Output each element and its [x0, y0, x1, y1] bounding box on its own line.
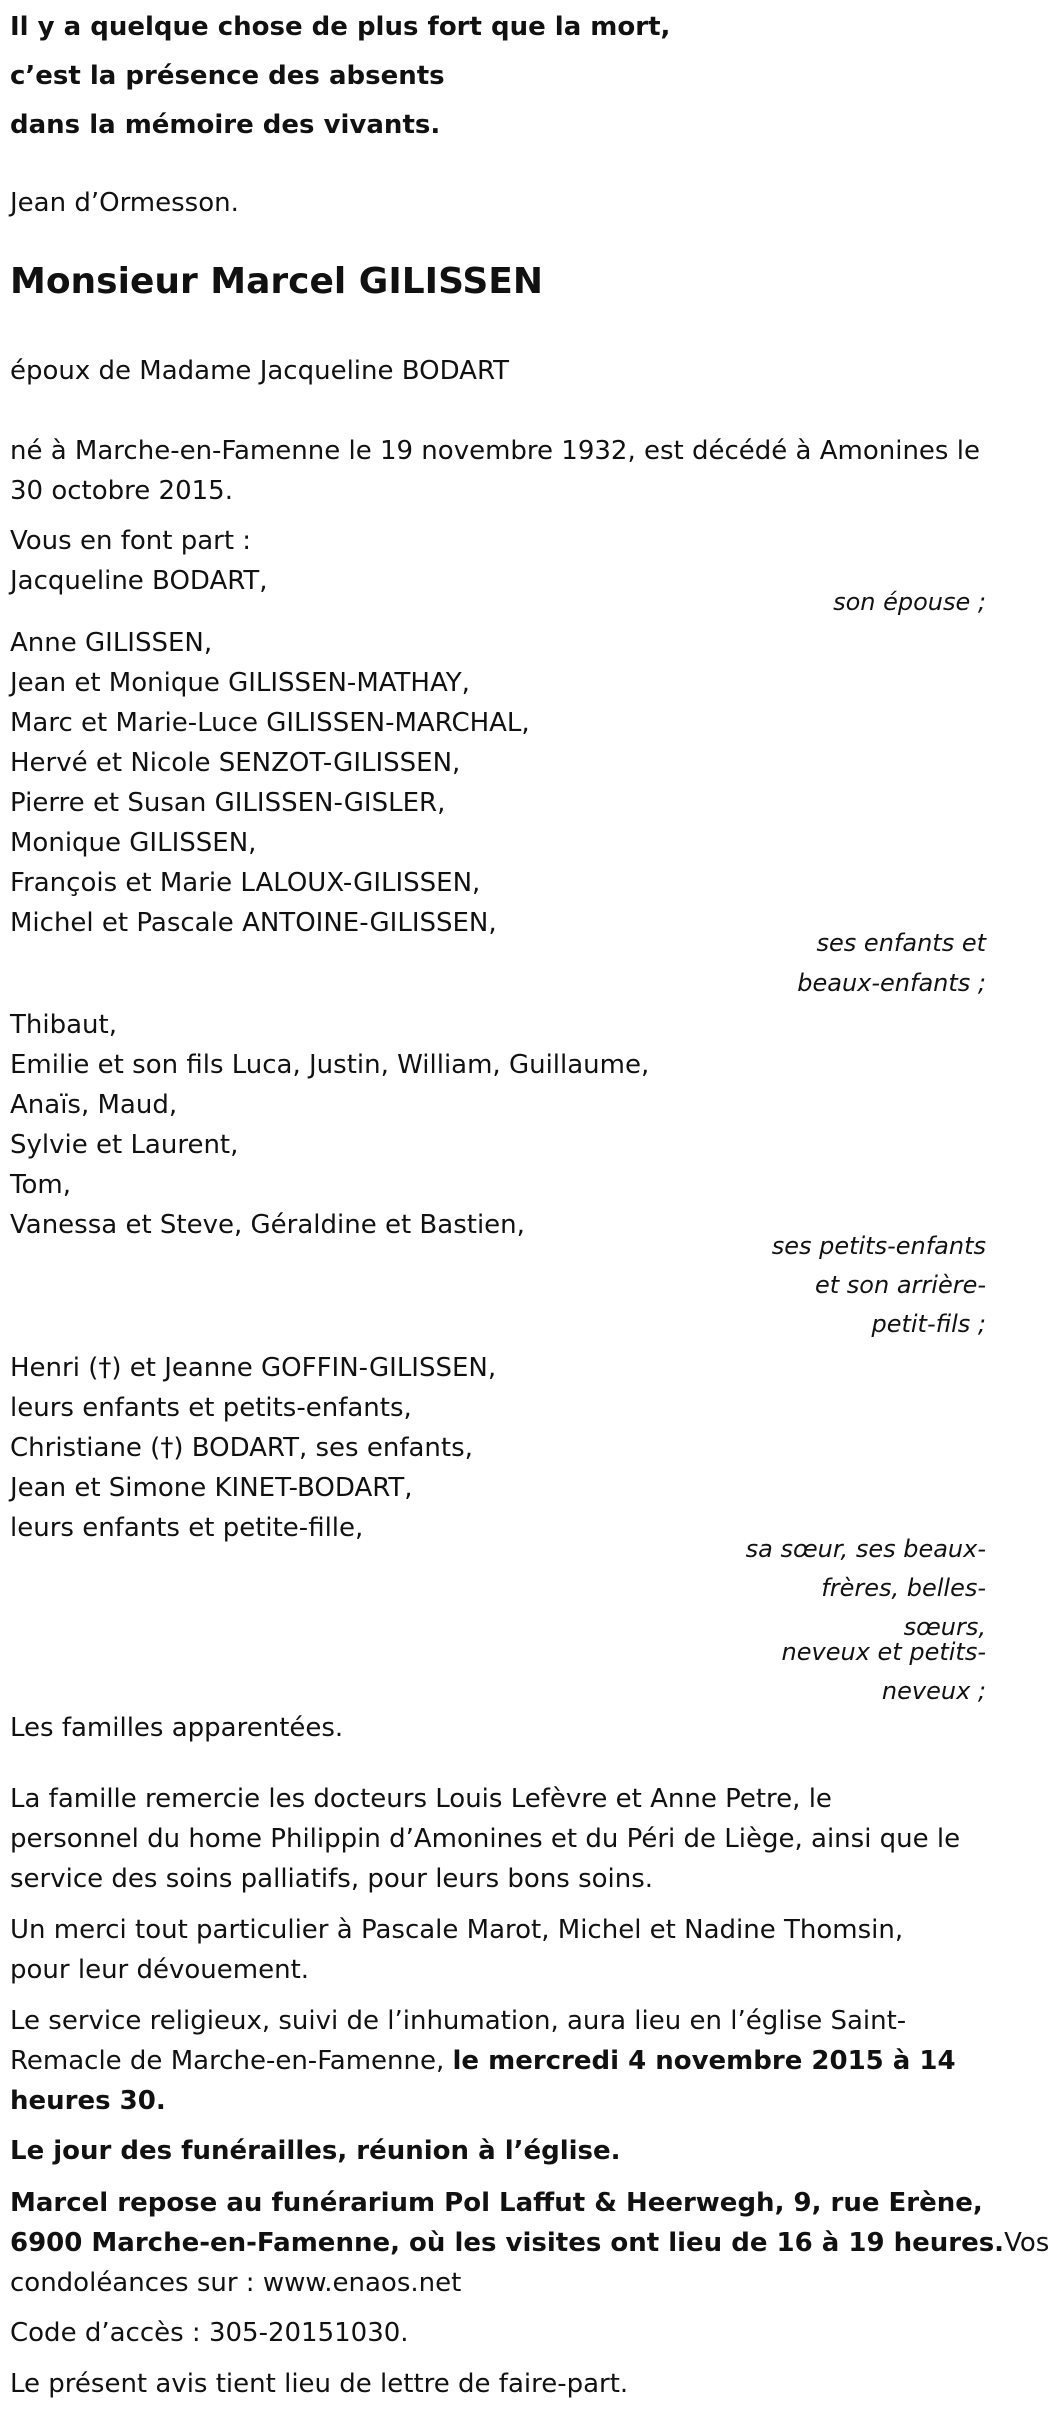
relation-line: son épouse ;	[833, 588, 986, 616]
family-name-line: Christiane (†) BODART, ses enfants,	[10, 1433, 473, 1463]
quote-line: c’est la présence des absents	[10, 61, 445, 91]
families-line: Les familles apparentées.	[10, 1713, 344, 1743]
notice-line: Le présent avis tient lieu de lettre de faire-part.	[10, 2369, 629, 2399]
quote-line: dans la mémoire des vivants.	[10, 110, 441, 140]
relation-line: sa sœur, ses beaux-	[745, 1535, 986, 1563]
access-code: Code d’accès : 305-20151030.	[10, 2318, 409, 2348]
relation-line: neveux et petits-	[781, 1638, 986, 1666]
relation-line: ses enfants et	[816, 929, 986, 957]
announcement-intro: Vous en font part :	[10, 526, 252, 556]
birth-death-line: 30 octobre 2015.	[10, 476, 233, 506]
family-name-line: Jean et Simone KINET-BODART,	[10, 1473, 413, 1503]
family-name-line: Pierre et Susan GILISSEN-GISLER,	[10, 788, 446, 818]
relation-line: petit-fils ;	[871, 1310, 986, 1338]
family-name-line: Anne GILISSEN,	[10, 628, 213, 658]
birth-death-line: né à Marche-en-Famenne le 19 novembre 1932, est décédé à Amonines le	[10, 436, 980, 466]
relation-line: beaux-enfants ;	[797, 969, 986, 997]
service-line: Le service religieux, suivi de l’inhumation, aura lieu en l’église Saint-	[10, 2006, 907, 2036]
rest-line	[10, 2230, 1049, 2256]
family-name-line: Vanessa et Steve, Géraldine et Bastien,	[10, 1210, 525, 1240]
thanks-line: pour leur dévouement.	[10, 1955, 310, 1985]
family-name-line: Jacqueline BODART,	[10, 566, 268, 596]
relation-line: frères, belles-	[821, 1574, 986, 1602]
relation-line: ses petits-enfants	[771, 1232, 986, 1260]
family-name-line: Sylvie et Laurent,	[10, 1130, 239, 1160]
family-name-line: leurs enfants et petite-fille,	[10, 1513, 364, 1543]
family-name-line: Emilie et son fils Luca, Justin, William, Guillaume,	[10, 1050, 650, 1080]
family-name-line: Monique GILISSEN,	[10, 828, 257, 858]
family-name-line: Jean et Monique GILISSEN-MATHAY,	[10, 668, 470, 698]
thanks-line: personnel du home Philippin d’Amonines et du Péri de Liège, ainsi que le	[10, 1824, 961, 1854]
service-line	[10, 2048, 956, 2074]
family-name-line: leurs enfants et petits-enfants,	[10, 1393, 412, 1423]
family-name-line: Michel et Pascale ANTOINE-GILISSEN,	[10, 908, 497, 938]
relation-line: et son arrière-	[815, 1271, 986, 1299]
relation-line: neveux ;	[881, 1677, 986, 1705]
family-name-line: Marc et Marie-Luce GILISSEN-MARCHAL,	[10, 708, 530, 738]
family-name-line: Thibaut,	[10, 1010, 117, 1040]
rest-line: Marcel repose au funérarium Pol Laffut & Heerwegh, 9, rue Erène,	[10, 2188, 983, 2218]
family-name-line: Hervé et Nicole SENZOT-GILISSEN,	[10, 748, 461, 778]
family-name-line: François et Marie LALOUX-GILISSEN,	[10, 868, 481, 898]
service-time: heures 30.	[10, 2086, 166, 2116]
service-place: Remacle de Marche-en-Famenne,	[10, 2046, 453, 2076]
family-name-line: Tom,	[10, 1170, 71, 1200]
condolences-prefix: Vos	[1004, 2228, 1049, 2258]
thanks-line: service des soins palliatifs, pour leurs bons soins.	[10, 1864, 654, 1894]
thanks-line: Un merci tout particulier à Pascale Marot, Michel et Nadine Thomsin,	[10, 1915, 904, 1945]
relation-line: sœurs,	[903, 1613, 986, 1641]
family-name-line: Anaïs, Maud,	[10, 1090, 178, 1120]
service-date: le mercredi 4 novembre 2015 à 14	[452, 2046, 956, 2076]
condolences-line: condoléances sur : www.enaos.net	[10, 2268, 462, 2298]
family-name-line: Henri (†) et Jeanne GOFFIN-GILISSEN,	[10, 1353, 497, 1383]
visit-hours: 6900 Marche-en-Famenne, où les visites ont lieu de 16 à 19 heures.	[10, 2228, 1005, 2258]
deceased-name: Monsieur Marcel GILISSEN	[10, 261, 544, 302]
quote-author: Jean d’Ormesson.	[10, 188, 239, 218]
spouse-line: époux de Madame Jacqueline BODART	[10, 356, 510, 386]
quote-line: Il y a quelque chose de plus fort que la mort,	[10, 12, 671, 42]
thanks-line: La famille remercie les docteurs Louis Lefèvre et Anne Petre, le	[10, 1784, 832, 1814]
gathering-line: Le jour des funérailles, réunion à l’église.	[10, 2136, 621, 2166]
